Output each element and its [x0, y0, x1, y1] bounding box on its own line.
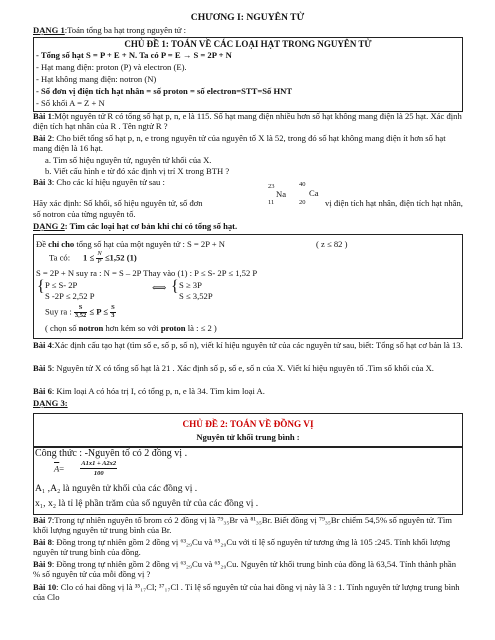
bai1-label: Bài 1: [33, 111, 52, 121]
dang2-l2-pre: Ta có:: [49, 252, 71, 263]
chapter-title: CHƯƠNG I: NGUYÊN TỬ: [190, 12, 305, 23]
formula-fraction: [80, 461, 117, 478]
bai8: [33, 537, 463, 558]
dang2-l1-pre: Đề: [36, 239, 49, 249]
dang3-heading: DẠNG 3:: [33, 398, 68, 408]
bai2-b: b. Viết cấu hình e từ đó xác định vị trí X trong BTH ?: [45, 166, 230, 176]
formula-l1: Công thức : -Nguyên tố có 2 đồng vị .: [35, 448, 188, 459]
topic1-box: [33, 37, 463, 112]
bai2-a: a. Tìm số hiệu nguyên tử, nguyên tử khối của X.: [45, 155, 212, 165]
dang1-text: :Toán tổng ba hạt trong nguyên tử :: [64, 25, 186, 35]
dang2-line-2: [49, 251, 137, 266]
topic1-line-5: - Số khối A = Z + N: [36, 98, 105, 108]
dang2-sys2-b: S ≤ 3,52P: [179, 291, 213, 301]
bai8-text: : Đồng trong tự nhiên gồm 2 đồng vị ⁶³₂₉Cu và ⁶⁵₂₉Cu với tỉ lệ số nguyên tử tương ứng là 105 :245. Tính khối lượng nguyên tử trung bình của đồng.: [33, 537, 451, 558]
bai2-label: Bài 2: [33, 133, 52, 143]
dang2-l7-post: hơn kém so với: [103, 323, 161, 333]
bai7: [33, 515, 463, 536]
bai5: [33, 363, 463, 373]
bai5-label: Bài 5: [33, 363, 52, 373]
dang2-l7-end: là : ≤ 2 ): [185, 323, 217, 333]
dang2-sys1-b: S -2P ≤ 2,52 P: [45, 291, 95, 301]
frac-3: 3: [111, 311, 115, 319]
formula-box: [33, 446, 463, 515]
dang2-l2-post: ≤1,52 (1): [104, 252, 137, 263]
bai4-text: :Xác định cấu tạo hạt (tìm số e, số p, số n), viết kí hiệu nguyên tử của các nguyên tử sau, biết: Tổng số hạt cơ bản là 13.: [51, 340, 463, 350]
bai6: [33, 386, 463, 396]
topic1-heading: CHỦ ĐỀ 1: TOÁN VỀ CÁC LOẠI HẠT TRONG NGUYÊN TỬ: [124, 39, 372, 49]
bai3-label: Bài 3: [33, 177, 52, 187]
topic1-line-3: - Hạt không mang điện: notron (N): [36, 74, 157, 84]
topic1-line-2: - Hạt mang điện: proton (P) và electron (E).: [36, 62, 187, 72]
formula-line-3: A₁ ,A₂ là nguyên tử khối của các đồng vị .: [35, 483, 198, 494]
dang2-l6-mid: ≤ P ≤: [89, 306, 108, 317]
bai9: [33, 559, 463, 580]
dang2-line-3: S = 2P + N suy ra : N = S – 2P Thay vào (1) : P ≤ S- 2P ≤ 1,52 P: [36, 268, 258, 278]
ca-symbol: Ca: [309, 188, 319, 198]
dang2-sys2-a: S ≥ 3P: [179, 280, 202, 290]
formula-equation: [54, 461, 117, 478]
topic2-box: [33, 413, 463, 448]
bai10-text: : Clo có hai đồng vị là ³⁵₁₇Cl; ³⁷₁₇Cl . Tỉ lệ số nguyên tử của hai đồng vị này là 3 : 1. Tính nguyên tử lượng trung bình của Clo: [33, 582, 460, 603]
bai1-text: :Một nguyên tử R có tổng số hạt p, n, e là 115. Số hạt mang điện nhiều hơn số hạt không mang điện là 25 hạt. Xác định điện tích hạt nhân của R . Tên ngtử R ?: [33, 111, 462, 132]
bai3-line2-left: Hãy xác định: Số khối, số hiệu nguyên tử, số đơn: [33, 198, 203, 208]
formula-line-1: [35, 448, 187, 460]
s-over-3-fraction: [110, 305, 116, 320]
bai4-label: Bài 4: [33, 340, 52, 350]
dang2-l2-ineq: 1 ≤: [83, 252, 95, 263]
bai6-label: Bài 6: [33, 386, 52, 396]
dang2-label: DẠNG 2: [33, 221, 65, 231]
formula-den: 100: [93, 469, 104, 477]
bai6-text: : Kim loại A có hóa trị I, có tổng p, n, e là 34. Tìm kim loại A.: [51, 386, 265, 396]
dang2-l6-pre: Suy ra :: [45, 306, 72, 317]
frac-s1: S: [74, 305, 87, 313]
dang2-l1-bold: chỉ cho: [48, 239, 75, 249]
bai7-text: :Trong tự nhiên nguyên tố brom có 2 đồng vị là ⁷⁹₃₅Br và ⁸¹₃₅Br. Biết đồng vị ⁷⁹₃₅Br chiếm 54,5% số nguyên tử. Tìm khối lượng nguyên tử trung bình của Br.: [33, 515, 452, 536]
bai7-label: Bài 7: [33, 515, 52, 525]
dang1-label: DẠNG 1: [33, 25, 65, 35]
topic2-subheading: Nguyên tử khối trung bình :: [196, 432, 300, 442]
dang2-sys1-a: P ≤ S- 2P: [45, 280, 78, 290]
bai10: [33, 582, 463, 603]
bai1: [33, 111, 463, 132]
ca-number: 20: [299, 199, 306, 206]
topic1-line-1: - Tổng số hạt S = P + E + N. Ta có P = E → S = 2P + N: [36, 50, 232, 60]
brace-left-1: {: [37, 278, 45, 295]
dang2-line-7: [45, 323, 217, 333]
bai3-line2-right: vị điện tích hạt nhân, điện tích hạt nhân,: [325, 198, 463, 208]
formula-eq: =: [59, 463, 65, 474]
frac-p: P: [97, 257, 102, 265]
dang2-l1-cond: ( z ≤ 82 ): [316, 239, 348, 249]
topic1-line-4: - Số đơn vị điện tích hạt nhân = số proton = số electron=STT=Số HNT: [36, 86, 293, 96]
frac-n: N: [97, 250, 102, 257]
dang2-l7-bold: notron: [78, 323, 104, 333]
dang2-line-6: [45, 305, 116, 320]
bai2-text: : Cho biết tổng số hạt p, n, e trong nguyên tử của nguyên tố X là 52, trong đó số hạt không mang điện ít hơn số hạt mang điện là 16 hạt.: [33, 133, 446, 154]
na-mass: 23: [268, 183, 275, 190]
brace-left-2: {: [171, 278, 179, 295]
bai3-heading: [33, 177, 165, 187]
dang2-l1-post: tổng số hạt của một nguyên tử : S = 2P + N: [74, 239, 226, 249]
n-over-p-fraction: [96, 251, 102, 266]
dang2-line-1: [36, 239, 225, 249]
formula-abar: $\overline{A}$: [54, 463, 60, 474]
dang2-text: : Tìm các loại hạt cơ bản khi chỉ có tổng số hạt.: [64, 221, 238, 231]
bai9-text: : Đồng trong tự nhiên gồm 2 đồng vị ⁶³₂₉Cu và ⁶⁵₂₉Cu. Nguyên tử khối trung bình của đồng là 63,54. Tính thành phần % số nguyên tử của mỗi đồng vị ?: [33, 559, 456, 580]
dang2-box: [33, 234, 463, 339]
formula-line-4: x₁, x₂ là tỉ lệ phần trăm của số nguyên tử của các đồng vị .: [35, 498, 259, 509]
bai5-text: : Nguyên tử X có tổng số hạt là 21 . Xác định số p, số e, số n của X. Viết kí hiệu nguyên tố .Tìm số khối của X.: [51, 363, 434, 373]
na-number: 11: [268, 199, 275, 206]
double-arrow-icon: ⟺: [152, 283, 167, 294]
bai8-label: Bài 8: [33, 537, 52, 547]
bai2: [33, 133, 463, 154]
frac-s2: S: [111, 304, 115, 311]
topic2-heading: CHỦ ĐỀ 2: TOÁN VỀ ĐỒNG VỊ: [182, 419, 314, 429]
bai9-label: Bài 9: [33, 559, 52, 569]
dang2-l7-bold2: proton: [160, 323, 186, 333]
bai10-label: Bài 10: [33, 582, 57, 592]
s-over-352-fraction: [74, 305, 87, 320]
dang2-l7-pre: ( chọn số: [45, 323, 79, 333]
bai3-line3: số notron của từng nguyên tố.: [33, 209, 136, 219]
frac-352: 3,52: [74, 311, 87, 319]
dang1-heading: [33, 25, 186, 35]
bai3-text: : Cho các kí hiệu nguyên tử sau :: [51, 177, 165, 187]
bai4: [33, 340, 463, 350]
dang2-heading: [33, 221, 237, 231]
formula-num: A1x1 + A2x2: [81, 460, 117, 467]
ca-mass: 40: [299, 181, 306, 188]
na-symbol: Na: [276, 189, 287, 199]
